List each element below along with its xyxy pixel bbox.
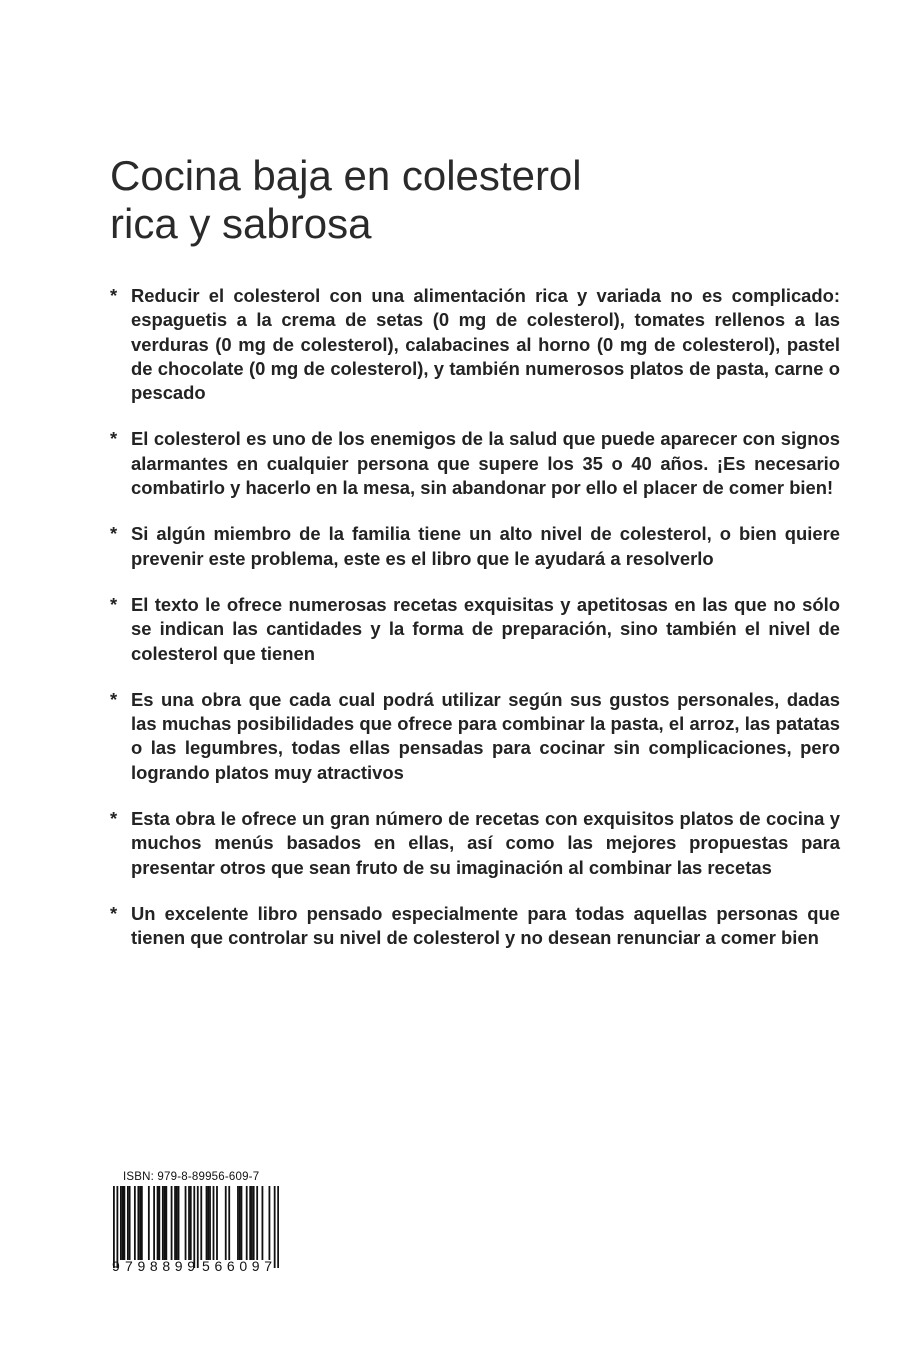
- description-text-1: Reducir el colesterol con una alimentación rica y variada no es complicado: espaguetis a la crema de setas (0 mg de colesterol), tomates rellenos a las verduras (0 mg de colesterol), calabacines al horno (0 mg de colesterol), pastel de chocolate (0 mg de colesterol), y también numerosos platos de pasta, carne o pescado: [131, 285, 840, 404]
- bullet-marker: *: [110, 902, 118, 924]
- barcode-right-digits: 566097: [202, 1258, 272, 1274]
- isbn-barcode: [113, 1170, 279, 1268]
- barcode-first-digit: 9: [112, 1258, 120, 1274]
- description-text-7: Un excelente libro pensado especialmente para todas aquellas personas que tienen que controlar su nivel de colesterol y no desean renunciar a comer bien: [131, 902, 840, 949]
- description-item-2: [110, 427, 840, 500]
- bullet-marker: *: [110, 688, 118, 710]
- description-item-6: [110, 807, 840, 880]
- barcode-digits: [112, 1255, 292, 1277]
- description-item-3: [110, 522, 840, 571]
- bullet-marker: *: [110, 808, 118, 830]
- bullet-marker: *: [110, 285, 118, 306]
- description-text-2: El colesterol es uno de los enemigos de la salud que puede aparecer con signos alarmantes en cualquier persona que supere los 35 o 40 años. ¡Es necesario combatirlo y hacerlo en la mesa, sin abandonar por ello el placer de comer bien!: [131, 428, 840, 499]
- bullet-marker: *: [110, 593, 118, 615]
- description-text-4: El texto le ofrece numerosas recetas exquisitas y apetitosas en las que no sólo se indican las cantidades y la forma de preparación, sino también el nivel de colesterol que tienen: [131, 593, 840, 664]
- description-item-4: [110, 593, 840, 666]
- book-title: [110, 152, 830, 248]
- bullet-marker: *: [110, 523, 118, 545]
- description-text-5: Es una obra que cada cual podrá utilizar según sus gustos personales, dadas las muchas posibilidades que ofrece para combinar la pasta, el arroz, las patatas o las legumbres, todas ellas pensadas para cocinar sin complicaciones, pero logrando platos muy atractivos: [131, 688, 840, 783]
- barcode-left-digits: 798899: [125, 1258, 195, 1274]
- description-text-3: Si algún miembro de la familia tiene un alto nivel de colesterol, o bien quiere prevenir este problema, este es el libro que le ayudará a resolverlo: [131, 523, 840, 569]
- book-title-line-2: rica y sabrosa: [110, 200, 372, 247]
- description-item-1: [110, 284, 840, 405]
- description-item-5: [110, 688, 840, 785]
- book-title-line-1: Cocina baja en colesterol: [110, 152, 582, 199]
- description-text-6: Esta obra le ofrece un gran número de recetas con exquisitos platos de cocina y muchos menús basados en ellas, así como las mejores propuestas para presentar otros que sean fruto de su imaginación al combinar las recetas: [131, 808, 840, 878]
- bullet-marker: *: [110, 428, 118, 450]
- description-item-7: [110, 902, 840, 951]
- isbn-label: ISBN: 979-8-89956-609-7: [123, 1171, 260, 1183]
- description-list: [110, 284, 840, 951]
